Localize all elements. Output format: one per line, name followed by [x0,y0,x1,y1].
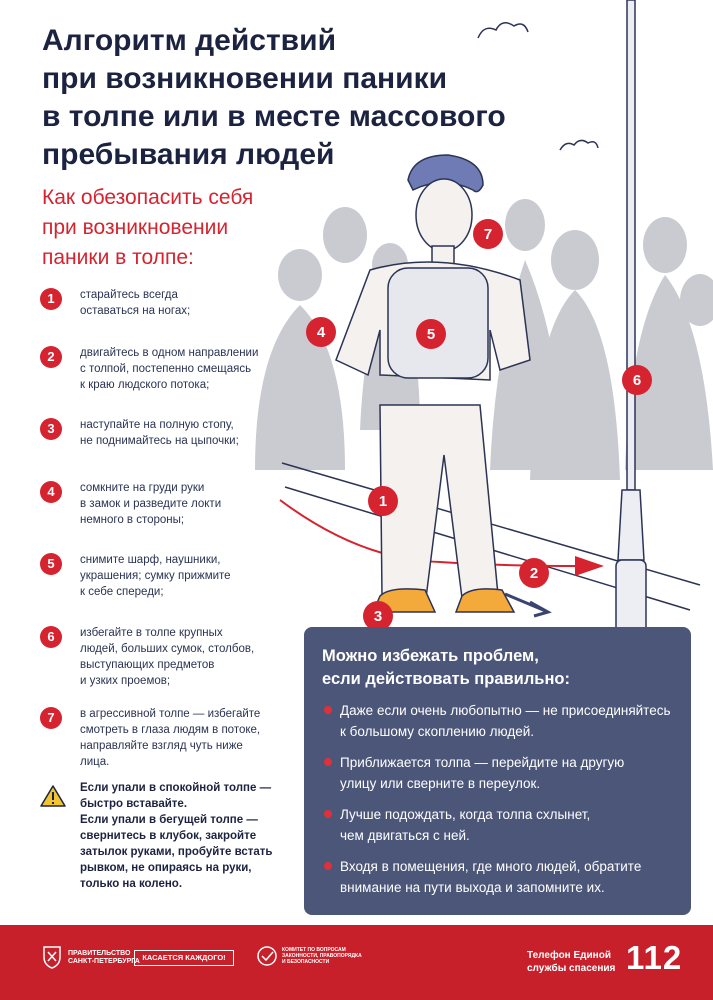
subtitle-line-3: паники в толпе: [42,246,194,269]
marker-5-label: 5 [426,326,436,343]
step-text: старайтесь всегда оставаться на ногах; [80,289,191,317]
marker-1 [368,486,398,516]
marker-7 [473,219,503,249]
advice-list [322,700,682,908]
subtitle-line-1: Как обезопасить себя [42,186,254,209]
step-badge: 4 [40,481,62,503]
flow-arrow-icon [575,556,604,576]
section-subtitle [42,183,253,273]
step-text: сомкните на груди руки в замок и разведите локти немного в стороны; [80,482,222,526]
title-line-2: при возникновении паники [42,62,448,95]
step-badge: 3 [40,418,62,440]
advice-panel [304,627,691,915]
footer-bar [0,925,713,1000]
step-text: в агрессивной толпе — избегайте смотреть в глаза людям в потоке, направляйте взгляд чуть ниже лица. [80,708,261,768]
title-line-3: в толпе или в месте массового [42,100,506,133]
marker-2 [519,558,549,588]
marker-6 [622,365,652,395]
advice-item [322,700,682,742]
bullet-icon [324,810,332,818]
step-badge: 7 [40,707,62,729]
step-text: двигайтесь в одном направлении с толпой, постепенно смещаясь к краю людского потока; [80,347,259,391]
title-line-1: Алгоритм действий [42,24,337,57]
committee-logo-line-1: КОМИТЕТ ПО ВОПРОСАМ [282,947,346,953]
step-text: наступайте на полную стопу, не поднимайтесь на цыпочки; [80,419,239,447]
marker-2-label: 2 [529,565,539,582]
marker-5 [416,319,446,349]
warning-triangle-icon [40,784,66,808]
step-text: снимите шарф, наушники, украшения; сумку прижмите к себе спереди; [80,554,231,598]
clouds-icon [478,23,598,150]
spb-logo-line-2: САНКТ-ПЕТЕРБУРГА [68,958,140,965]
advice-item-text: Приближается толпа — перейдите на другую улицу или сверните в переулок. [340,755,625,791]
panel-title-line-2: если действовать правильно: [322,670,570,688]
advice-item [322,856,682,898]
warning-text: Если упали в спокойной толпе — быстро вставайте. Если упали в бегущей толпе — свернитесь в клубок, закройте затылок руками, пробуйте встать рывком, не опираясь на руки, только на колено. [80,782,273,890]
advice-item-text: Входя в помещения, где много людей, обратите внимание на пути выхода и запомните их. [340,859,642,895]
spb-logo-line-1: ПРАВИТЕЛЬСТВО [68,950,131,957]
title-line-4: пребывания людей [42,138,335,171]
advice-item [322,752,682,794]
marker-4-label: 4 [316,324,326,341]
step-text: избегайте в толпе крупных людей, больших сумок, столбов, выступающих предметов и узких проемов; [80,627,255,687]
marker-7-label: 7 [483,226,493,243]
subtitle-line-2: при возникновении [42,216,229,239]
bullet-icon [324,706,332,714]
advice-item-text: Даже если очень любопытно — не присоединяйтесь к большому скоплению людей. [340,703,671,739]
committee-logo-line-3: И БЕЗОПАСНОСТИ [282,959,330,965]
advice-item [322,804,682,846]
marker-6-label: 6 [632,372,642,389]
kasaetsya-kazhdogo-logo: КАСАЕТСЯ КАЖДОГО! [134,950,234,966]
marker-1-label: 1 [378,493,388,510]
step-badge: 6 [40,626,62,648]
bullet-icon [324,758,332,766]
marker-3-label: 3 [373,608,383,625]
bullet-icon [324,862,332,870]
advice-item-text: Лучше подождать, когда толпа схлынет, чем двигаться с ней. [340,807,591,843]
hotline-label [527,949,615,975]
step-badge: 1 [40,288,62,310]
step-badge: 5 [40,553,62,575]
committee-logo-line-2: ЗАКОННОСТИ, ПРАВОПОРЯДКА [282,953,362,959]
panel-title-line-1: Можно избежать проблем, [322,647,539,665]
lamp-post [616,0,646,660]
hotline-line-1: Телефон Единой [527,950,611,961]
emergency-number: 112 [626,939,683,976]
panel-title [322,645,570,691]
step-badge: 2 [40,346,62,368]
committee-emblem-icon [256,945,278,967]
coat-of-arms-icon [42,945,62,969]
marker-4 [306,317,336,347]
hotline-line-2: службы спасения [527,963,616,974]
